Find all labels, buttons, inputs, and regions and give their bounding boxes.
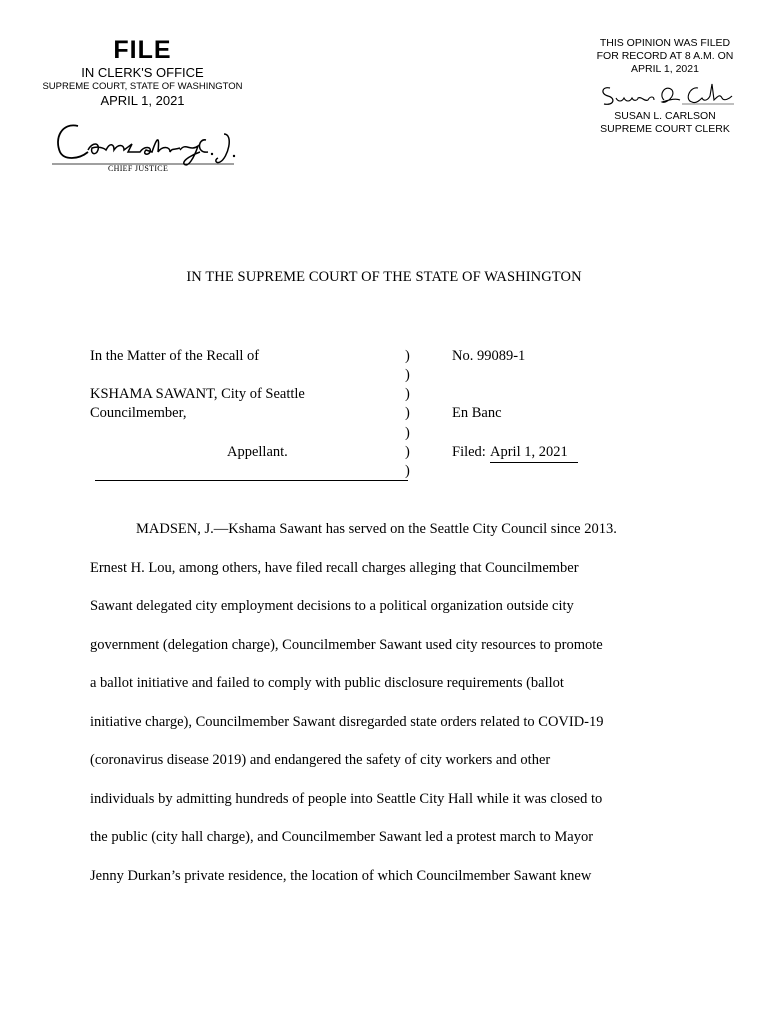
clerk-title: SUPREME COURT CLERK [600,123,730,135]
body-line: government (delegation charge), Councilmember Sawant used city resources to promote [90,636,603,653]
caption-role: Appellant. [227,444,288,460]
caption-paren: ) [405,463,410,479]
case-number: No. 99089-1 [452,348,526,364]
caption-party-line2: Councilmember, [90,405,187,421]
caption-party-line1: KSHAMA SAWANT, City of Seattle [90,386,305,402]
court-heading: IN THE SUPREME COURT OF THE STATE OF WASHINGTON [186,269,582,285]
body-line: Ernest H. Lou, among others, have filed recall charges alleging that Councilmember [90,559,579,576]
file-stamp [30,36,255,109]
filing-notice [580,37,750,76]
caption-paren: ) [405,367,410,383]
file-stamp-court: SUPREME COURT, STATE OF WASHINGTON [42,81,243,92]
body-line: the public (city hall charge), and Councilmember Sawant led a protest march to Mayor [90,829,594,845]
caption-rule [95,480,408,481]
filing-notice-line: APRIL 1, 2021 [631,63,699,75]
file-stamp-date: APRIL 1, 2021 [100,93,185,108]
caption-paren: ) [405,444,410,460]
body-line: MADSEN, J.—Kshama Sawant has served on the Seattle City Council since 2013. [136,521,617,537]
body-line: (coronavirus disease 2019) and endangered the safety of city workers and other [90,752,551,768]
opinion-body [90,520,690,905]
chief-justice-title: CHIEF JUSTICE [108,164,169,173]
filing-notice-line: THIS OPINION WAS FILED [599,37,731,49]
body-line: initiative charge), Councilmember Sawant disregarded state orders related to COVID-19 [90,713,604,730]
caption-paren: ) [405,425,410,441]
clerk-block [580,110,750,136]
file-stamp-office: IN CLERK'S OFFICE [81,65,204,80]
clerk-signature [596,80,736,110]
body-line: a ballot initiative and failed to comply with public disclosure requirements (ballot [90,675,564,691]
filed-date: April 1, 2021 [490,443,578,463]
caption-paren: ) [405,348,410,364]
chief-justice-signature [48,112,248,172]
body-line: individuals by admitting hundreds of people into Seattle City Hall while it was closed to [90,790,603,807]
clerk-name: SUSAN L. CARLSON [614,110,716,122]
caption-paren: ) [405,405,410,421]
filed-label: Filed: [452,444,486,460]
caption-paren: ) [405,386,410,402]
body-line: Jenny Durkan’s private residence, the location of which Councilmember Sawant knew [90,867,592,884]
caption-matter: In the Matter of the Recall of [90,348,260,364]
filing-notice-line: FOR RECORD AT 8 A.M. ON [596,50,734,62]
body-line: Sawant delegated city employment decisions to a political organization outside city [90,598,574,614]
en-banc: En Banc [452,405,502,421]
file-stamp-title: FILE [113,36,172,64]
